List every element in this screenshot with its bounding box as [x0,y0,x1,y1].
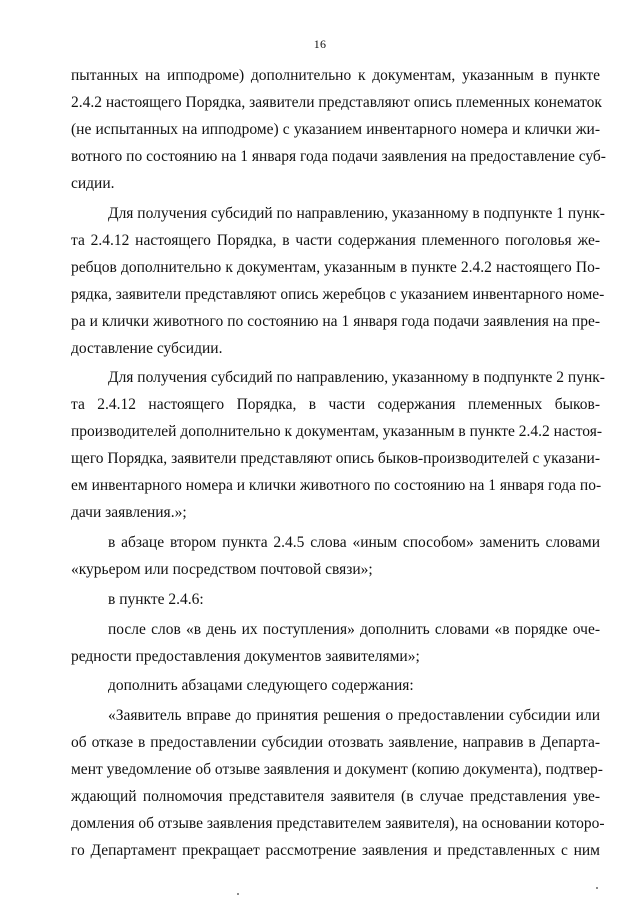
text-line: в пункте 2.4.6: [108,591,204,608]
text-line: го Департамент прекращает рассмотрение заявления и представленных с ним [71,842,600,859]
text-line: Для получения субсидий по направлению, указанному в подпункте 2 пунк- [108,369,605,386]
scan-speck [596,887,598,889]
page-number: 16 [313,37,327,51]
text-line: доставление субсидии. [71,340,223,357]
text-line: домления об отзыве заявления представителем заявителя), на основании которо- [71,815,605,832]
text-line: рядка, заявители представляют опись жеребцов с указанием инвентарного номе- [71,286,605,303]
text-line: в абзаце втором пункта 2.4.5 слова «иным способом» заменить словами [108,534,600,551]
scan-speck [237,893,239,895]
text-line: та 2.4.12 настоящего Порядка, в части содержания племенного поголовья же- [71,232,600,249]
text-line: щего Порядка, заявители представляют опись быков-производителей с указани- [71,450,600,467]
text-line: производителей дополнительно к документам, указанным в пункте 2.4.2 настоя- [71,423,603,440]
text-line: ребцов дополнительно к документам, указанным в пункте 2.4.2 настоящего По- [71,259,600,276]
text-line: мент уведомление об отзыве заявления и документ (копию документа), подтвер- [71,761,603,778]
text-line: (не испытанных на ипподроме) с указанием инвентарного номера и клички жи- [71,121,600,138]
text-line: сидии. [71,175,115,192]
text-line: ра и клички животного по состоянию на 1 января года подачи заявления на пре- [71,313,600,330]
text-line: вотного по состоянию на 1 января года подачи заявления на предоставление суб- [71,148,606,165]
text-line: пытанных на ипподроме) дополнительно к документам, указанным в пункте [71,67,600,84]
text-line: «Заявитель вправе до принятия решения о предоставлении субсидии или [108,707,600,724]
text-line: после слов «в день их поступления» дополнить словами «в порядке оче- [108,621,600,638]
text-line: дополнить абзацами следующего содержания: [108,677,414,694]
text-line: Для получения субсидий по направлению, указанному в подпункте 1 пунк- [108,205,605,222]
text-line: ждающий полномочия представителя заявителя (в случае представления уве- [71,788,600,805]
text-line: редности предоставления документов заявителями»; [71,648,420,665]
text-line: об отказе в предоставлении субсидии отозвать заявление, направив в Департа- [71,734,600,751]
text-line: «курьером или посредством почтовой связи»; [71,561,373,578]
text-line: дачи заявления.»; [71,504,187,521]
text-line: 2.4.2 настоящего Порядка, заявители представляют опись племенных конематок [71,94,602,111]
text-line: ем инвентарного номера и клички животного по состоянию на 1 января года по- [71,477,602,494]
text-line: та 2.4.12 настоящего Порядка, в части содержания племенных быков- [71,396,600,413]
